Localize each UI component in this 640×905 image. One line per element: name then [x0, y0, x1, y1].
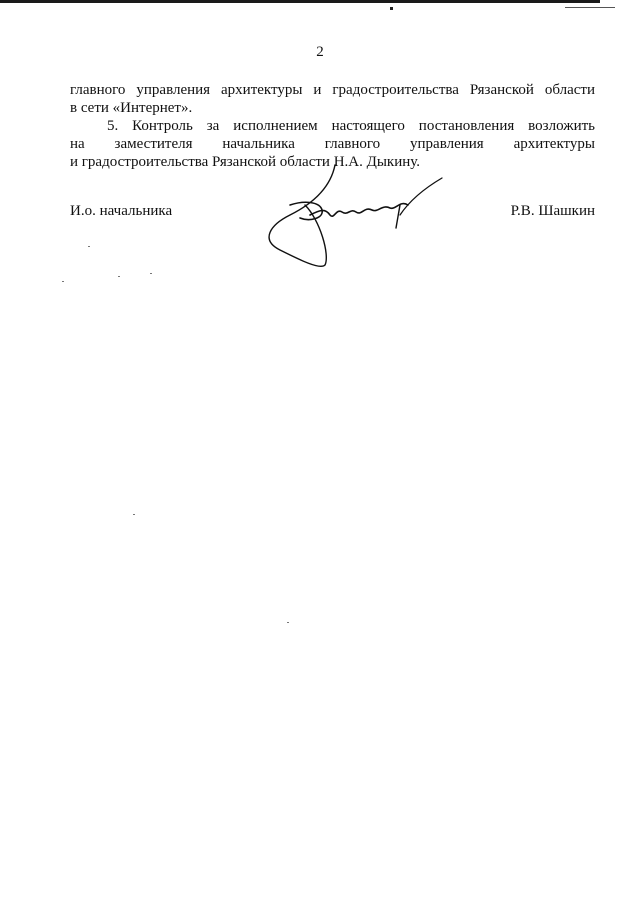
- scan-speck: [133, 514, 135, 515]
- signatory-position: И.о. начальника: [70, 203, 173, 219]
- paragraph-line: в сети «Интернет».: [70, 100, 193, 116]
- top-scan-edge-tail: [565, 7, 615, 8]
- paragraph-line: главного управления архитектуры и градостроительства Рязанской области: [70, 82, 595, 98]
- top-scan-edge: [0, 0, 600, 3]
- paragraph-line: на заместителя начальника главного управления архитектуры: [70, 136, 595, 152]
- page-number: 2: [316, 44, 324, 60]
- scan-speck: [150, 273, 152, 274]
- scan-speck: [88, 246, 90, 247]
- scan-speck: [287, 622, 289, 623]
- scan-speck: [62, 281, 64, 282]
- scan-speck: [118, 276, 120, 277]
- handwritten-signature: [250, 160, 450, 270]
- scan-speck: [390, 7, 393, 10]
- paragraph-line: и градостроительства Рязанской области Н.А. Дыкину.: [70, 154, 421, 170]
- signatory-name: Р.В. Шашкин: [510, 203, 595, 219]
- paragraph-line: 5. Контроль за исполнением настоящего постановления возложить: [107, 118, 595, 134]
